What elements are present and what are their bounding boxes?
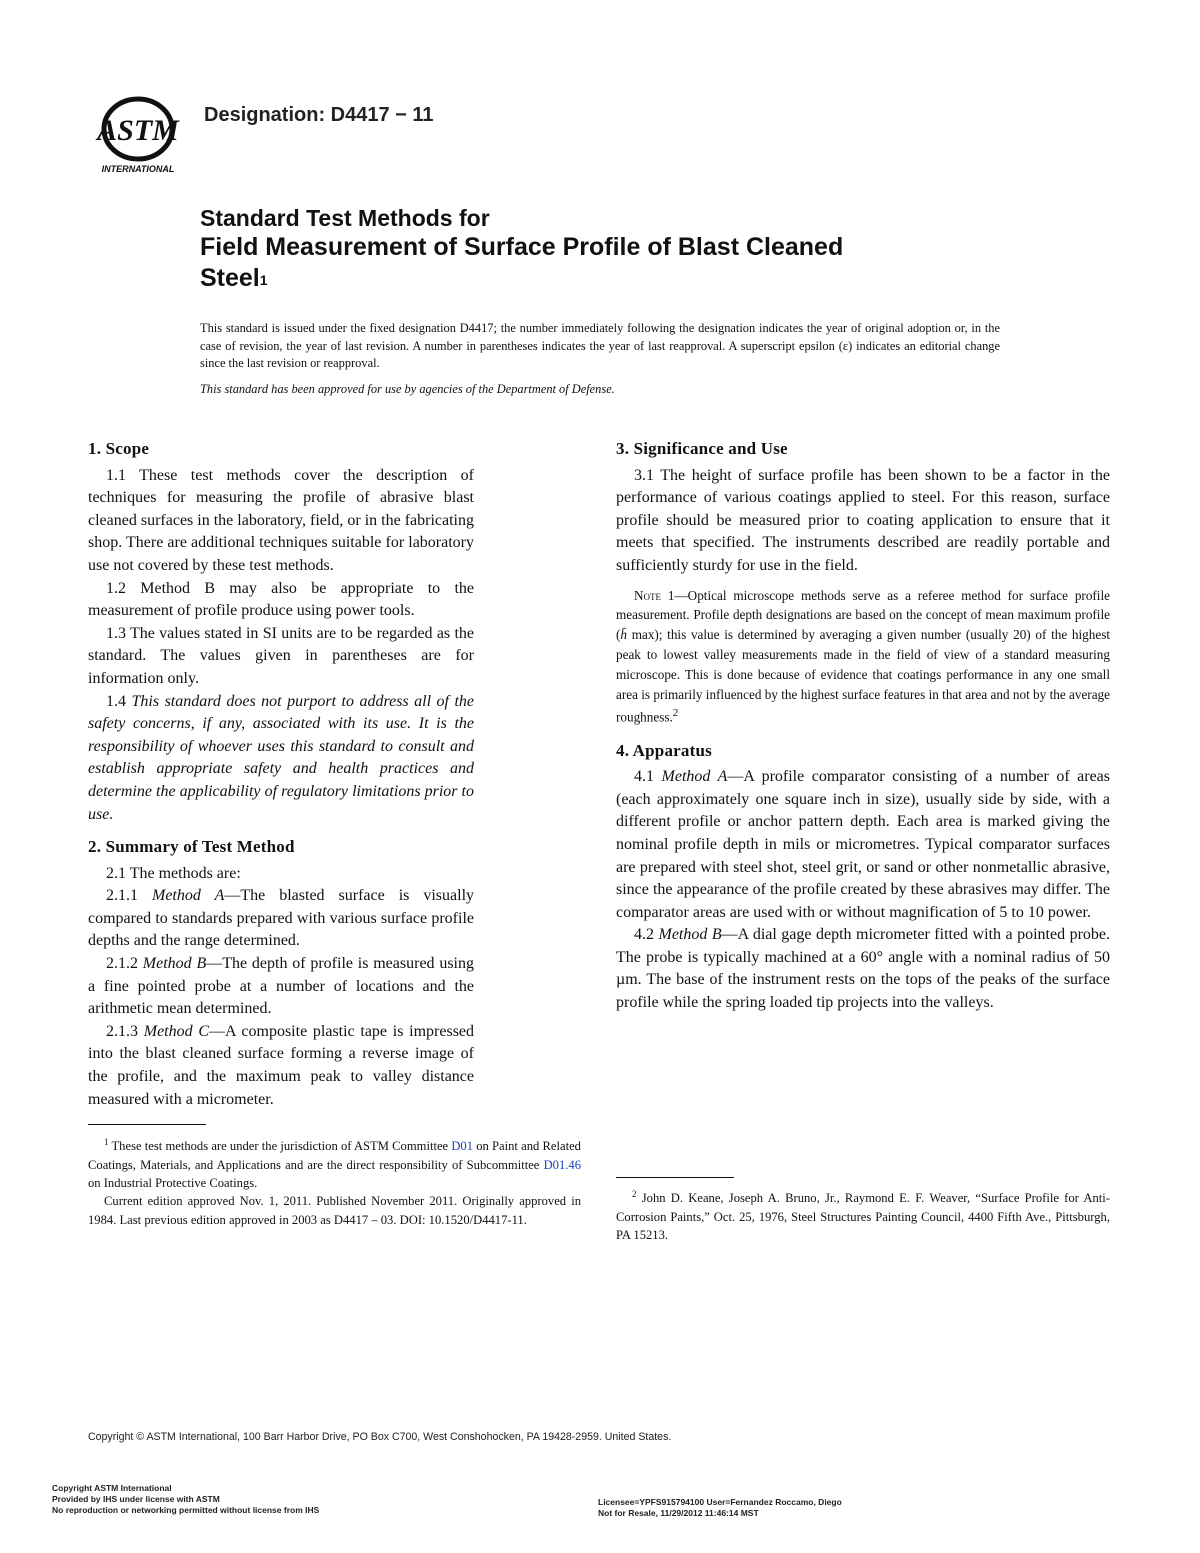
footnote-divider-right (616, 1177, 734, 1178)
paragraph: 1.4 This standard does not purport to address all of the safety concerns, if any, associated with its use. It is the responsibility of whoever uses this standard to consult and establish appropriate safety and health practices and determine the applicability of regulatory limitations prior to use. (88, 692, 475, 823)
footnote-2: $^2$ John D. Keane, Joseph A. Bruno, Jr., Raymond E. F. Weaver, “Surface Profile for Anti-Corrosion Paints,” Oct. 25, 1976, Steel Structures Painting Council, 4400 Fifth Ave., Pittsburgh, PA 15213. (616, 1189, 1110, 1242)
section-heading: 1. Scope (88, 439, 150, 458)
title-line-3: Steel (200, 264, 260, 292)
section-heading: 4. Apparatus (616, 740, 712, 760)
paragraph: 1.2 Method B may also be appropriate to the measurement of profile produce using power tools. (88, 579, 474, 620)
copyright-line: Copyright © ASTM International, 100 Barr Harbor Drive, PO Box C700, West Conshohocken, PA 19428-2959. United States. (88, 1431, 672, 1443)
document-title (200, 204, 1020, 294)
left-column (88, 438, 474, 1121)
title-footnote-ref[interactable]: 1 (259, 272, 268, 288)
title-line-2: Field Measurement of Surface Profile of Blast Cleaned (200, 233, 844, 261)
paragraph: 2.1 The methods are: (106, 864, 241, 882)
svg-text:ASTM: ASTM (97, 114, 179, 147)
paragraph: 1.3 The values stated in SI units are to be regarded as the standard. The values given in parentheses are for information only. (88, 624, 474, 687)
title-line-1: Standard Test Methods for (200, 205, 490, 231)
section-heading: 3. Significance and Use (616, 439, 788, 458)
paragraph: 2.1.3 Method C—A composite plastic tape is impressed into the blast cleaned surface forming a reverse image of the profile, and the maximum peak to valley distance measured with a micrometer. (88, 1022, 475, 1108)
section-scope (88, 438, 474, 826)
edition-note: Current edition approved Nov. 1, 2011. Published November 2011. Originally approved in 1984. Last previous edition approved in 2003 as D4417 – 03. DOI: 10.1520/D4417-11. (88, 1194, 581, 1227)
astm-logo (88, 96, 188, 176)
section-significance (616, 438, 1110, 728)
section-apparatus (616, 740, 1110, 1015)
note-footnote-ref[interactable]: 2 (672, 707, 679, 720)
right-column (616, 438, 1110, 1025)
safety-caveat: This standard does not purport to address all of the safety concerns, if any, associated with its use. It is the responsibility of whoever uses this standard to consult and establish appropriate safety and health practices and determine the applicability of regulatory limitations prior to use. (88, 692, 475, 823)
paragraph: 1.1 These test methods cover the description of techniques for measuring the profile of abrasive blast cleaned surfaces in the laboratory, field, or in the fabricating shop. There are additional techniques suitable for laboratory use not covered by these test methods. (88, 466, 474, 574)
subcommittee-link[interactable]: D01.46 (543, 1157, 581, 1172)
section-heading: 2. Summary of Test Method (88, 837, 295, 857)
committee-link[interactable]: D01 (451, 1139, 474, 1154)
footnote-divider-left (88, 1124, 206, 1125)
dod-approval: This standard has been approved for use by agencies of the Department of Defense. (200, 382, 615, 396)
footnote-1: $^1$ These test methods are under the jurisdiction of ASTM Committee D01 on Paint and Related Coatings, Materials, and Applications and are the direct responsibility of Subcommittee D01.46 on Industrial Protective Coatings. Current edition approved Nov. 1, 2011. Published November 2011. Originally approved in 1984. Last previous edition approved in 2003 as D4417 – 03. DOI: 10.1520/D4417-11. (88, 1133, 581, 1229)
paragraph: 4.2 Method B—A dial gage depth micrometer fitted with a pointed probe. The probe is typically machined at a 60° angle with a nominal radius of 50 µm. The base of the instrument rests on the tops of the peaks of the surface profile while the spring loaded tip projects into the valleys. (616, 926, 1111, 1012)
license-right: Licensee=YPFS915794100 User=Fernandez Roccamo, Diego Not for Resale, 11/29/2012 11:46:14 MST (598, 1497, 842, 1518)
paragraph: 2.1.1 Method A—The blasted surface is visually compared to standards prepared with various surface profile depths and the range determined. (88, 887, 475, 950)
svg-text:INTERNATIONAL: INTERNATIONAL (101, 164, 175, 174)
section-summary (88, 836, 474, 1111)
note-1: Note 1—Optical microscope methods serve as a referee method for surface profile measurement. Profile depth designations are based on the concept of mean maximum profile (h̄ max); this value is determined by averaging a given number (usually 20) of the highest peak to lowest valley measurements made in the field of view of a standard measuring microscope. This is done because of evidence that coatings performance in any one small area is primarily influenced by the highest surface features in that area and not by the average roughness.$^2$ (616, 587, 1110, 725)
license-left: Copyright ASTM International Provided by IHS under license with ASTM No reproduction or networking permitted without license from IHS (52, 1483, 320, 1515)
paragraph: 3.1 The height of surface profile has been shown to be a factor in the performance of various coatings applied to steel. For this reason, surface profile should be measured prior to coating application to ensure that it meets that specified. The instruments described are readily portable and sufficiently sturdy for use in the field. (616, 466, 1110, 574)
paragraph: 2.1.2 Method B—The depth of profile is measured using a fine pointed probe at a number of locations and the arithmetic mean determined. (88, 955, 475, 1018)
issuance-statement: This standard is issued under the fixed designation D4417; the number immediately following the designation indicates the year of original adoption or, in the case of revision, the year of last revision. A number in parentheses indicates the year of last reapproval. A superscript epsilon (ε) indicates an editorial change since the last revision or reapproval. (200, 321, 1000, 370)
designation: Designation: D4417 − 11 (204, 104, 434, 126)
paragraph: 4.1 Method A—A profile comparator consisting of a number of areas (each approximately one square inch in size), usually side by side, with a different profile or anchor pattern depth. Each area is marked giving the nominal profile depth in mils or micrometres. Typical comparator surfaces are prepared with steel shot, steel grit, or sand or other nonmetallic abrasive, since the appearance of the profile created by these abrasives may differ. The comparator areas are used with or without magnification of 5 to 10 power. (616, 768, 1111, 921)
astm-logo-icon (88, 96, 188, 176)
